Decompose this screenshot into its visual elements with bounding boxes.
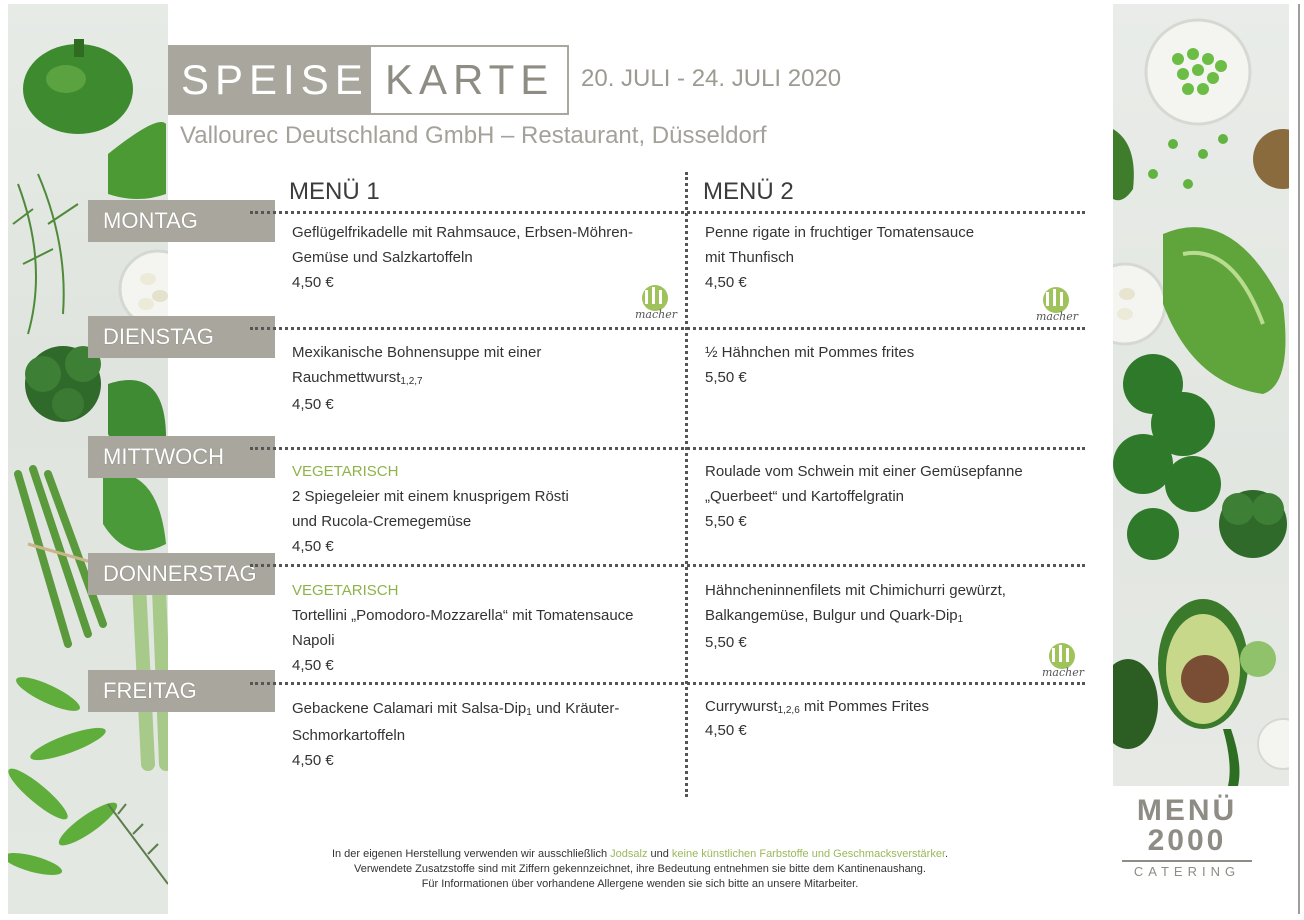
macher-badge-icon <box>1028 284 1086 324</box>
day-label-dienstag: DIENSTAG <box>88 316 275 358</box>
day-label-mittwoch: MITTWOCH <box>88 436 275 478</box>
column-header-menu1: MENÜ 1 <box>289 178 380 205</box>
row-separator <box>250 682 1085 685</box>
column-divider <box>685 172 688 797</box>
date-range: 20. JULI - 24. JULI 2020 <box>581 65 842 92</box>
meal-price: 4,50 € <box>292 538 334 555</box>
meal-line: Gemüse und Salzkartoffeln <box>292 249 473 266</box>
row-separator <box>250 211 1085 214</box>
row-separator <box>250 564 1085 567</box>
vegetarian-tag: VEGETARISCH <box>292 582 399 599</box>
svg-text:macher: macher <box>1035 310 1079 323</box>
logo-line: MENÜ <box>1136 794 1238 827</box>
meal-line: Roulade vom Schwein mit einer Gemüsepfanne <box>705 463 1023 480</box>
meal-price: 5,50 € <box>705 513 747 530</box>
meal-price: 4,50 € <box>705 722 747 739</box>
footer-line: Für Informationen über vorhandene Allergene wenden sie sich bitte an unsere Mitarbeiter. <box>421 878 859 890</box>
page-border <box>1298 4 1300 914</box>
row-separator <box>250 447 1085 450</box>
subtitle: Vallourec Deutschland GmbH – Restaurant, Düsseldorf <box>180 122 767 149</box>
meal-line: Gebackene Calamari mit Salsa-Dip$_1$ und Kräuter- <box>292 700 620 718</box>
additive-numbers: 1 <box>526 707 532 718</box>
meal-line: „Querbeet“ und Kartoffelgratin <box>705 488 905 505</box>
meal-price: 4,50 € <box>292 657 334 674</box>
meal-line: Hähncheninnenfilets mit Chimichurri gewürzt, <box>705 582 1006 599</box>
additive-numbers: 1,2,6 <box>777 705 800 716</box>
meal-montag-menu2 <box>705 220 974 295</box>
title-box <box>168 45 569 115</box>
meal-line: mit Thunfisch <box>705 249 794 266</box>
meal-donnerstag-menu1 <box>292 578 634 678</box>
meal-line: Rauchmettwurst$_{1,2,7}$ <box>292 369 423 387</box>
meal-line: Mexikanische Bohnensuppe mit einer <box>292 344 542 361</box>
logo-catering: CATERING <box>1122 860 1252 879</box>
meal-line: Tortellini „Pomodoro-Mozzarella“ mit Tomatensauce <box>292 607 634 624</box>
meal-line: und Rucola-Cremegemüse <box>292 513 472 530</box>
title-right: KARTE <box>385 56 555 103</box>
meal-price: 5,50 € <box>705 634 747 651</box>
meal-mittwoch-menu2 <box>705 459 1023 534</box>
meal-line: ½ Hähnchen mit Pommes frites <box>705 344 915 361</box>
meal-freitag-menu1 <box>292 696 619 773</box>
day-label-montag: MONTAG <box>88 200 275 242</box>
day-label-freitag: FREITAG <box>88 670 275 712</box>
meal-line: Balkangemüse, Bulgur und Quark-Dip$_1$ <box>705 607 964 625</box>
meal-line: Penne rigate in fruchtiger Tomatensauce <box>705 224 975 241</box>
column-header-menu2: MENÜ 2 <box>703 178 794 205</box>
meal-montag-menu1 <box>292 220 633 295</box>
additive-numbers: 1,2,7 <box>400 376 423 387</box>
row-separator <box>250 327 1085 330</box>
meal-donnerstag-menu2 <box>705 578 1006 655</box>
meal-line: Schmorkartoffeln <box>292 727 406 744</box>
meal-mittwoch-menu1 <box>292 459 569 559</box>
vegetable-photo-right <box>1113 4 1289 786</box>
menu2000-logo <box>1122 794 1252 879</box>
meal-price: 4,50 € <box>292 274 334 291</box>
footer-note <box>180 847 1100 892</box>
day-label-donnerstag: DONNERSTAG <box>88 553 275 595</box>
footer-line: In der eigenen Herstellung verwenden wir ausschließlich Jodsalz und keine künstlichen Farbstoffe und Geschmacksverstärker. <box>331 848 949 860</box>
meal-price: 4,50 € <box>292 396 334 413</box>
meal-line: Napoli <box>292 632 335 649</box>
svg-text:macher: macher <box>634 308 678 321</box>
meal-dienstag-menu1 <box>292 340 541 417</box>
meal-price: 4,50 € <box>705 274 747 291</box>
meal-line: 2 Spiegeleier mit einem knusprigem Rösti <box>292 488 569 505</box>
meal-price: 5,50 € <box>705 369 747 386</box>
macher-badge-icon <box>627 282 685 322</box>
additive-numbers: 1 <box>957 614 964 625</box>
footer-line: Verwendete Zusatzstoffe sind mit Ziffern gekennzeichnet, ihre Bedeutung entnehmen sie bitte dem Kantinenaushang. <box>354 863 926 875</box>
meal-freitag-menu2 <box>705 696 929 742</box>
meal-line: Currywurst$_{1,2,6}$ mit Pommes Frites <box>705 698 929 716</box>
vegetarian-tag: VEGETARISCH <box>292 463 399 480</box>
macher-badge-icon <box>1034 640 1092 680</box>
title-left: SPEISE <box>170 47 371 113</box>
meal-price: 4,50 € <box>292 752 334 769</box>
logo-line: 2000 <box>1147 824 1227 857</box>
svg-text:macher: macher <box>1041 666 1085 679</box>
meal-dienstag-menu2 <box>705 340 914 390</box>
meal-line: Geflügelfrikadelle mit Rahmsauce, Erbsen-Möhren- <box>292 224 633 241</box>
